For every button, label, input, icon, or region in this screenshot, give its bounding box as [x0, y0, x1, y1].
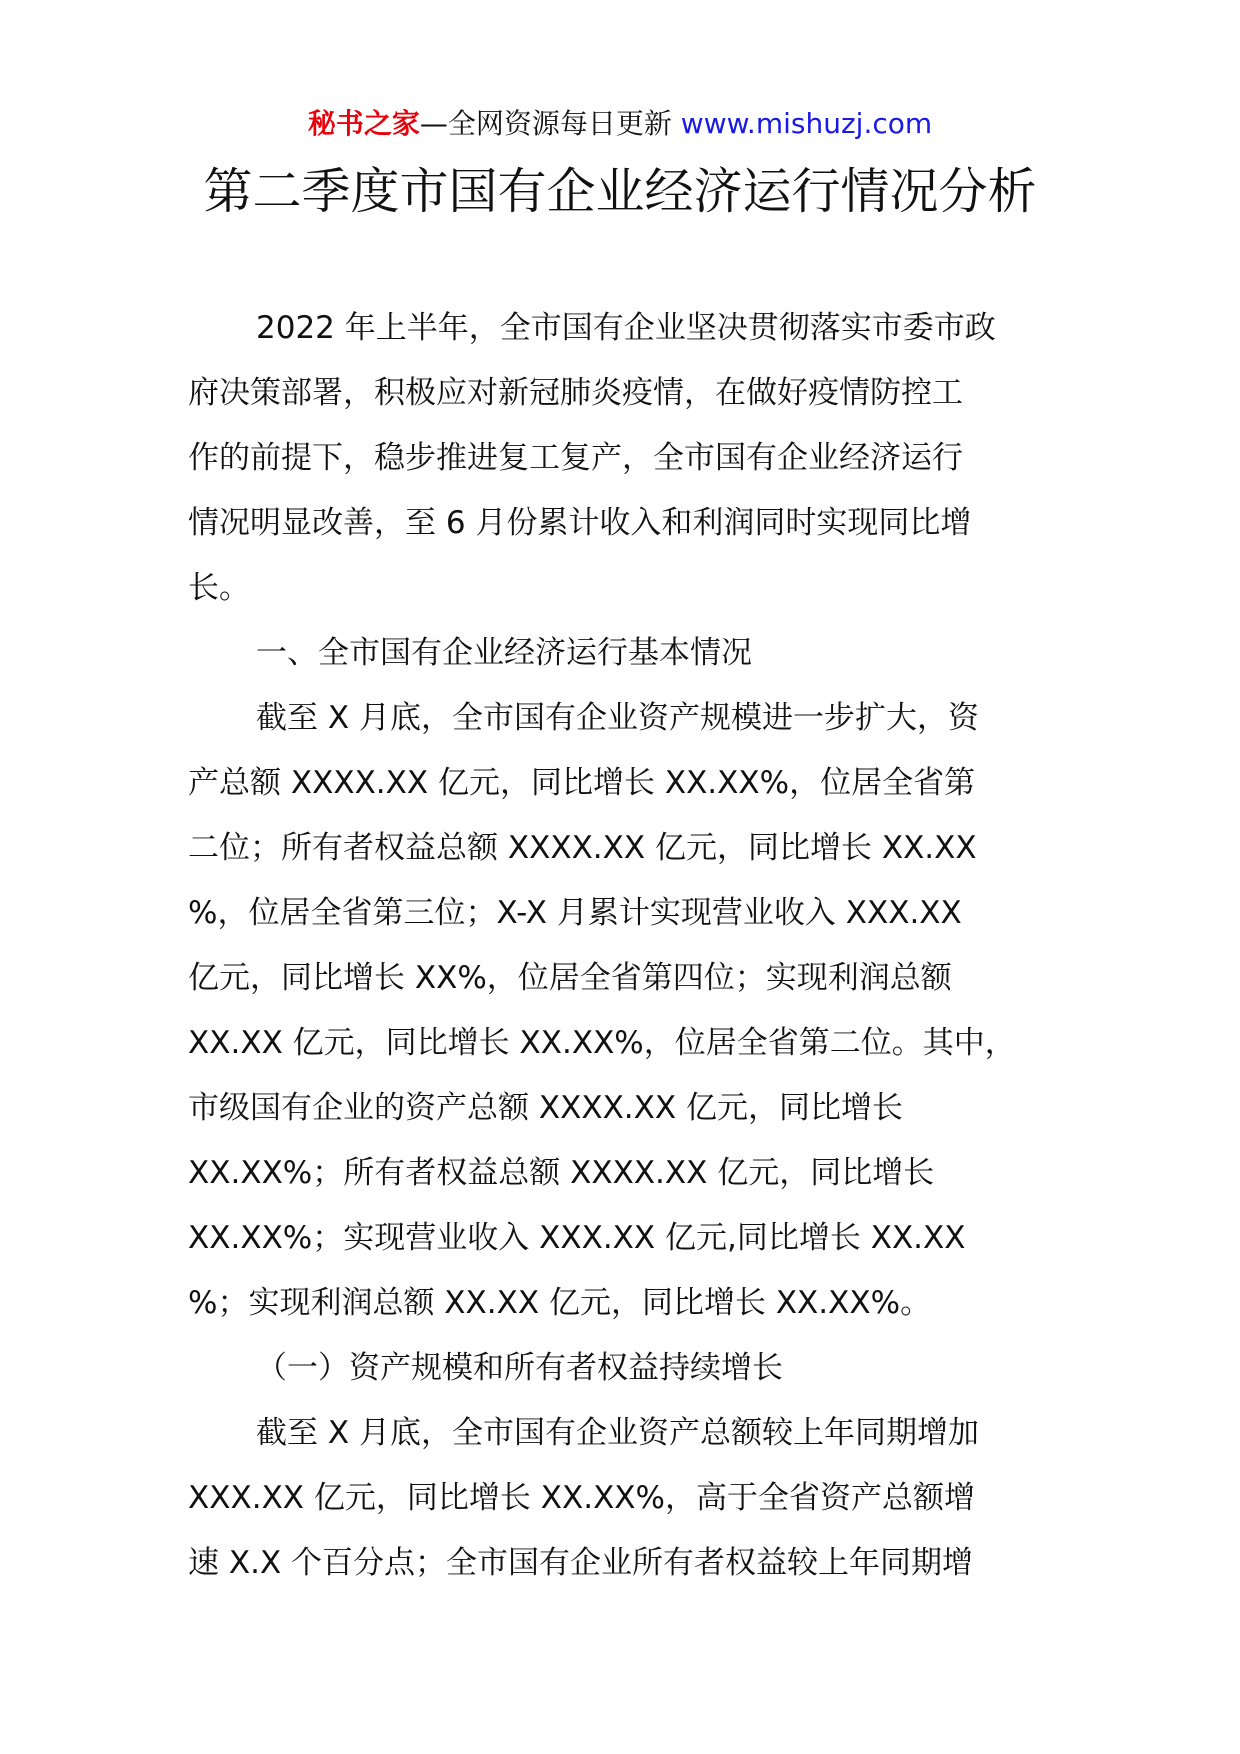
text-line: 作的前提下，稳步推进复工复产，全市国有企业经济运行 — [188, 440, 963, 476]
section-heading-1 — [188, 621, 1068, 686]
document-body — [188, 296, 1068, 1596]
text-line: 产总额 XXXX.XX 亿元，同比增长 XX.XX%，位居全省第 — [188, 765, 976, 801]
document-title: 第二季度市国有企业经济运行情况分析 — [203, 163, 1037, 220]
text-line: XX.XX%；所有者权益总额 XXXX.XX 亿元，同比增长 — [188, 1155, 935, 1191]
text-line: 市级国有企业的资产总额 XXXX.XX 亿元，同比增长 — [188, 1090, 903, 1126]
header-tagline: —全网资源每日更新 — [419, 107, 672, 140]
site-header — [0, 104, 1240, 144]
text-line: XX.XX 亿元，同比增长 XX.XX%，位居全省第二位。其中， — [188, 1025, 1016, 1061]
site-url-link[interactable]: www.mishuzj.com — [680, 107, 933, 140]
subsection-heading-1 — [188, 1336, 1068, 1401]
brand-name: 秘书之家 — [307, 107, 420, 140]
text-line: XX.XX%；实现营业收入 XXX.XX 亿元,同比增长 XX.XX — [188, 1220, 966, 1256]
text-line: 长。 — [188, 570, 250, 606]
text-line: 截至 X 月底，全市国有企业资产规模进一步扩大，资 — [256, 700, 979, 736]
text-line: 速 X.X 个百分点；全市国有企业所有者权益较上年同期增 — [188, 1545, 974, 1581]
intro-paragraph — [188, 296, 1068, 621]
text-line: 情况明显改善，至 6 月份累计收入和利润同时实现同比增 — [188, 505, 972, 541]
text-line: 2022 年上半年，全市国有企业坚决贯彻落实市委市政 — [256, 310, 996, 346]
heading-line: 一、全市国有企业经济运行基本情况 — [256, 635, 752, 671]
text-line: XXX.XX 亿元，同比增长 XX.XX%，高于全省资产总额增 — [188, 1480, 976, 1516]
text-line: 截至 X 月底，全市国有企业资产总额较上年同期增加 — [256, 1415, 979, 1451]
text-line: %；实现利润总额 XX.XX 亿元，同比增长 XX.XX%。 — [188, 1285, 932, 1321]
text-line: 府决策部署，积极应对新冠肺炎疫情，在做好疫情防控工 — [188, 375, 963, 411]
heading-line: （一）资产规模和所有者权益持续增长 — [256, 1350, 783, 1386]
asset-paragraph — [188, 1401, 1068, 1596]
text-line: 二位；所有者权益总额 XXXX.XX 亿元，同比增长 XX.XX — [188, 830, 977, 866]
overview-paragraph — [188, 686, 1068, 1336]
text-line: 亿元，同比增长 XX%，位居全省第四位；实现利润总额 — [188, 960, 952, 996]
text-line: %，位居全省第三位；X-X 月累计实现营业收入 XXX.XX — [188, 895, 962, 931]
